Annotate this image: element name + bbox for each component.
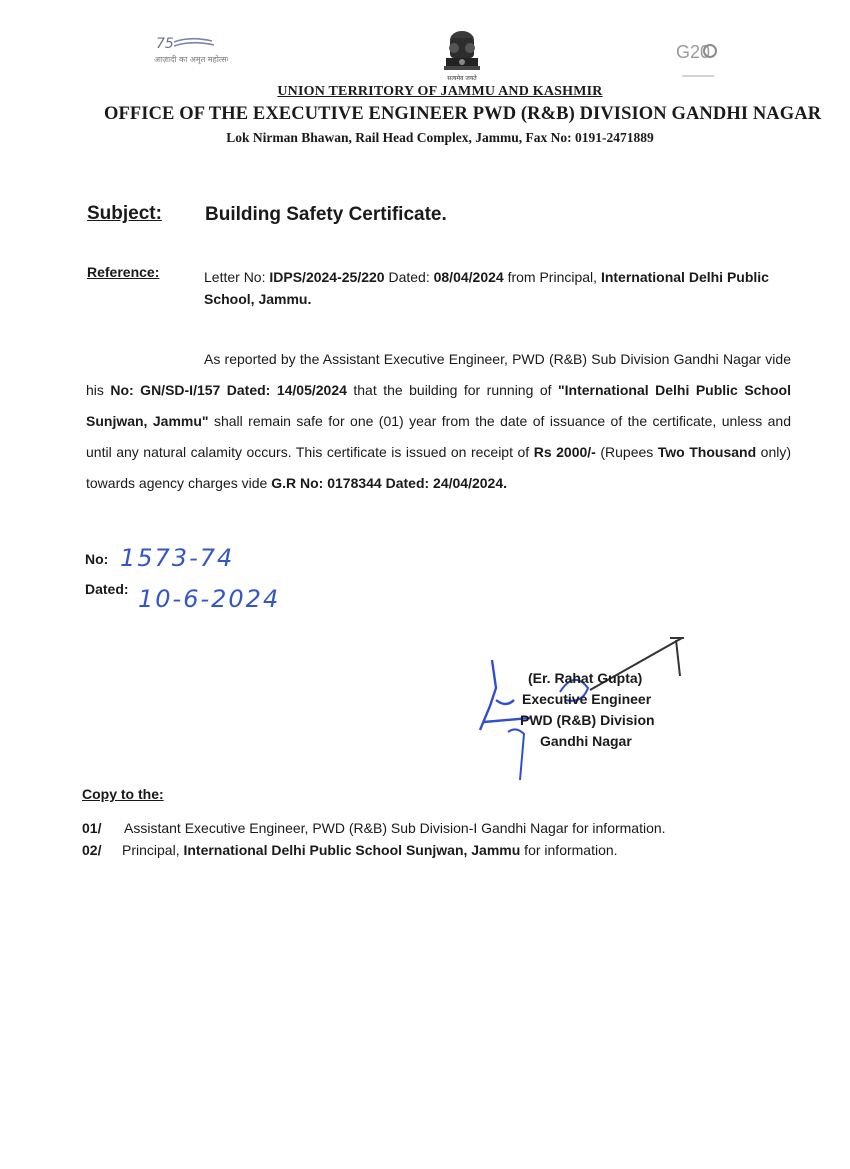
signatory-division: PWD (R&B) Division [520, 712, 655, 728]
ut-title: UNION TERRITORY OF JAMMU AND KASHMIR [277, 84, 603, 99]
signatory-place: Gandhi Nagar [540, 733, 632, 749]
subject-label: Subject: [87, 203, 162, 224]
svg-text:G20: G20 [676, 42, 711, 62]
reference-text: Letter No: IDPS/2024-25/220 Dated: 08/04/2024 from Principal, International Delhi Public School, Jammu. [204, 269, 769, 307]
azadi-ka-amrit-mahotsav-logo [150, 32, 228, 74]
svg-text:सत्यमेव जयते: सत्यमेव जयते [447, 75, 477, 82]
g20-logo [668, 38, 730, 84]
issue-no-label: No: [85, 551, 109, 567]
office-address: Lok Nirman Bhawan, Rail Head Complex, Jammu, Fax No: 0191-2471889 [226, 130, 654, 145]
copy-item: 01/ Assistant Executive Engineer, PWD (R&B) Sub Division-I Gandhi Nagar for information. [82, 820, 666, 836]
issue-no-handwritten: 1573-74 [120, 544, 235, 572]
national-emblem-icon [436, 28, 488, 86]
issue-date-handwritten: 10-6-2024 [138, 585, 281, 613]
office-title: OFFICE OF THE EXECUTIVE ENGINEER PWD (R&B) DIVISION GANDHI NAGAR [104, 104, 822, 124]
certificate-body: As reported by the Assistant Executive Engineer, PWD (R&B) Sub Division Gandhi Nagar vide his No: GN/SD-I/157 Dated: 14/05/2024 that the building for running of "International Delhi Public School Sunjwan, Jammu" shall remain safe for one (01) year from the date of issuance of the certificate, unless and until any natural calamity occurs. This certificate is issued on receipt of Rs 2000/- (Rupees Two Thousand only) towards agency charges vide G.R No: 0178344 Dated: 24/04/2024. [86, 351, 792, 491]
signatory-name: (Er. Rahat Gupta) [528, 670, 643, 686]
reference-label: Reference: [87, 264, 160, 280]
signature-block [520, 668, 655, 752]
copy-item: 02/ Principal, International Delhi Public School Sunjwan, Jammu for information. [82, 842, 618, 858]
copy-to-label: Copy to the: [82, 786, 164, 802]
svg-text:75: 75 [156, 36, 174, 52]
issue-dated-label: Dated: [85, 581, 129, 597]
signatory-designation: Executive Engineer [522, 691, 652, 707]
svg-text:आज़ादी का अमृत महोत्सव: आज़ादी का अमृत महोत्सव [154, 55, 228, 64]
subject-text: Building Safety Certificate. [205, 204, 447, 225]
